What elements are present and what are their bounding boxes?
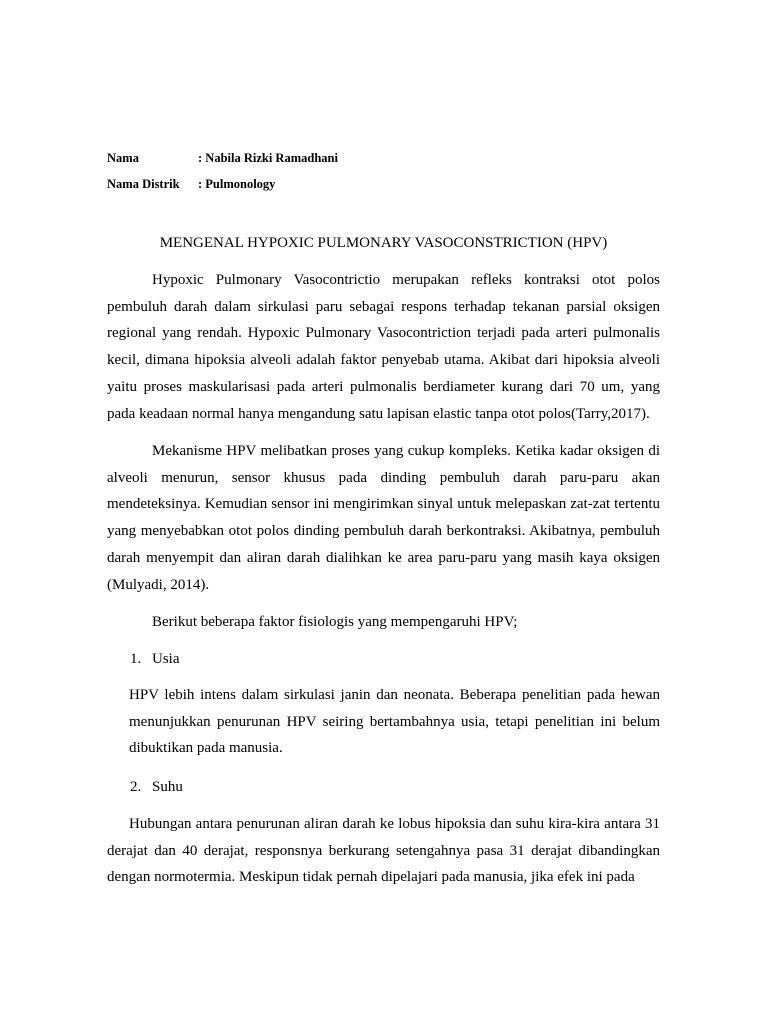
list-item-heading: [130, 774, 183, 801]
name-row: [107, 145, 338, 171]
paragraph-mechanism: Mekanisme HPV melibatkan proses yang cukup kompleks. Ketika kadar oksigen di alveoli menurun, sensor khusus pada dinding pembuluh darah paru-paru akan mendeteksinya. Kemudian sensor ini mengirimkan sinyal untuk melepaskan zat-zat tertentu yang menyebabkan otot polos dinding pembuluh darah berkontraksi. Akibatnya, pembuluh darah menyempit dan aliran darah dialihkan ke area paru-paru yang masih kaya oksigen (Mulyadi, 2014).: [107, 443, 660, 593]
list-number: 2.: [130, 779, 142, 795]
name-value: : Nabila Rizki Ramadhani: [198, 151, 338, 165]
name-label: Nama: [107, 151, 139, 165]
list-label: Suhu: [152, 779, 183, 795]
district-value: : Pulmonology: [198, 177, 276, 191]
list-label: Usia: [152, 651, 180, 667]
paragraph-factors-intro: Berikut beberapa faktor fisiologis yang mempengaruhi HPV;: [152, 614, 518, 630]
district-label: Nama Distrik: [107, 177, 180, 191]
author-info: [107, 145, 338, 197]
paragraph-intro: Hypoxic Pulmonary Vasocontrictio merupakan refleks kontraksi otot polos pembuluh darah dalam sirkulasi paru sebagai respons terhadap tekanan parsial oksigen regional yang rendah. Hypoxic Pulmonary Vasocontriction terjadi pada arteri pulmonalis kecil, dimana hipoksia alveoli adalah faktor penyebab utama. Akibat dari hipoksia alveoli yaitu proses maskularisasi pada arteri pulmonalis berdiameter kurang dari 70 um, yang pada keadaan normal hanya mengandung satu lapisan elastic tanpa otot polos(Tarry,2017).: [107, 272, 660, 422]
district-row: [107, 171, 338, 197]
document-title: MENGENAL HYPOXIC PULMONARY VASOCONSTRICTION (HPV): [159, 235, 608, 251]
list-item-text: Hubungan antara penurunan aliran darah ke lobus hipoksia dan suhu kira-kira antara 31 derajat dan 40 derajat, responsnya berkurang setengahnya pasa 31 derajat dibandingkan dengan normotermia. Meskipun tidak pernah dipelajari pada manusia, jika efek ini pada: [107, 816, 660, 886]
list-item-text: HPV lebih intens dalam sirkulasi janin dan neonata. Beberapa penelitian pada hewan menunjukkan penurunan HPV seiring bertambahnya usia, tetapi penelitian ini belum dibuktikan pada manusia.: [129, 687, 660, 757]
list-item-heading: [130, 646, 180, 673]
list-number: 1.: [130, 651, 142, 667]
